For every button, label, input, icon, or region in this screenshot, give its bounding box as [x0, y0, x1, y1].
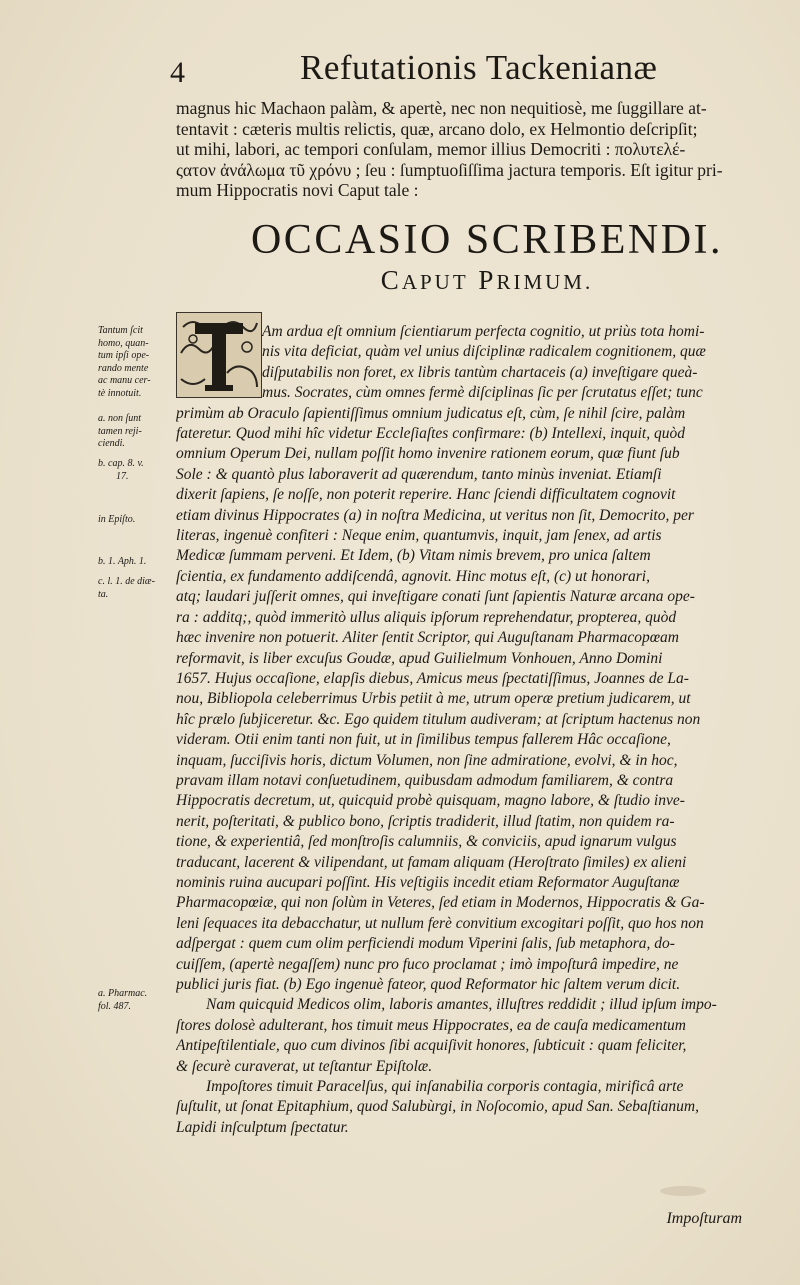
chapter-subtitle-rest: RIMUM. — [496, 270, 594, 294]
text-line: omnium Operum Dei, nullam poſſit homo invenire rationem eorum, quæ fiunt ſub — [176, 445, 680, 463]
margin-note-line: ac manu cer- — [98, 375, 151, 386]
margin-note-line: a. non ſunt — [98, 413, 142, 424]
ink-smudge — [660, 1186, 706, 1196]
margin-note — [98, 556, 174, 569]
text-line: publici juris fiat. (b) Ego ingenuè fateor, quod Reformator hic ſaltem verum dicit. — [176, 976, 681, 993]
intro-line: magnus hic Machaon palàm, & apertè, nec non nequitiosè, me ſuggillare at- — [176, 98, 707, 118]
text-line: adſpergat : quem cum olim perficiendi modum Viperini ſalis, ſub metaphora, do- — [176, 935, 675, 953]
text-line: atq; laudari juſſerit omnes, qui inveſtigare conati ſunt ſapientis Naturæ arcana ope- — [176, 588, 695, 606]
margin-note-line: ta. — [98, 588, 109, 600]
text-line: tione, & experientiâ, ſed monſtroſis calumniis, & conviciis, apud ignarum vulgus — [176, 833, 677, 851]
text-line: pravam illam notavi conſuetudinem, quibusdam admodum familiarem, & contra — [176, 771, 674, 789]
margin-note-line: b. cap. 8. v. — [98, 458, 144, 469]
text-line: videram. Otii enim tanti non fuit, ut in ſimilibus tempus fallerem Hâc occaſione, — [176, 731, 671, 749]
text-line: ra : additq;, quòd immeritò ullus aliquis ipſorum reprehendatur, propterea, quòd — [176, 608, 677, 626]
margin-note-line: Tantum ſcit — [98, 325, 143, 336]
text-line: etiam divinus Hippocrates (a) in noſtra Medicina, ut veritus non ſit, Democrito, per — [176, 506, 694, 524]
margin-note-line: rando mente — [98, 362, 149, 374]
text-line: Am ardua eſt omnium ſcientiarum perfecta cognitio, ut priùs tota homi- — [262, 323, 705, 340]
chapter-subtitle-rest: APUT — [401, 270, 469, 294]
text-line: Nam quicquid Medicos olim, laboris amantes, illuſtres reddidit ; illud ipſum impo- — [206, 996, 717, 1014]
main-text — [176, 322, 798, 1138]
text-line: ſcientia, ex fundamento addiſcendâ, agnovit. Hinc motus eſt, (c) ut honorari, — [176, 567, 650, 585]
running-title: Refutationis Tackenianæ — [300, 48, 658, 87]
margin-note-line: 17. — [116, 470, 129, 482]
text-line: nerit, poſteritati, & publico bono, ſcriptis tradiderit, illud ſtatim, non quidem ra- — [176, 812, 675, 830]
margin-note-line: c. l. 1. de diæ- — [98, 576, 155, 587]
chapter-title: OCCASIO SCRIBENDI. — [250, 217, 724, 263]
text-line: 1657. Hujus occaſione, elapſis diebus, Amicus meus ſpectatiſſimus, Joannes de La- — [176, 669, 689, 687]
text-line: nominis ruina aucupari poſſint. His veſtigiis incedit etiam Reformator Auguſtanæ — [176, 873, 680, 891]
margin-note — [98, 458, 174, 483]
text-line: ſtores dolosè adulterant, hos timuit meus Hippocrates, ea de cauſa medicamentum — [176, 1016, 686, 1034]
text-line: primùm ab Oraculo ſapientiſſimus omnium judicatus eſt, cùm, ſe nihil ſcire, palàm — [176, 404, 686, 422]
intro-line: ut mihi, labori, ac tempori conſulam, memor illius Democriti : πολυτελέ- — [176, 139, 686, 159]
text-line: nou, Bibliopola celeberrimus Urbis petiit à me, utrum operæ pretium judicarem, ut — [176, 690, 691, 708]
text-line: leni ſequaces ita debacchatur, ut nullum ferè convitium excogitari poſſit, quo hos non — [176, 914, 704, 932]
text-line: inquam, ſucciſivis horis, dictum Volumen, non ſine admiratione, evolvi, & in hoc, — [176, 751, 678, 769]
margin-note-line: ciendi. — [98, 438, 125, 449]
page-number: 4 — [170, 56, 185, 89]
chapter-subtitle — [176, 265, 798, 296]
margin-note-line: fol. 487. — [98, 1000, 132, 1012]
text-line: traducant, lacerent & vilipendant, ut famam aliquam (Heroſtrato ſimiles) ex alieni — [176, 853, 687, 871]
text-line: fateretur. Quod mihi hîc videtur Eccleſiaſtes confirmare: (b) Intellexi, inquit, quòd — [176, 425, 685, 443]
margin-note-line: in Epiſto. — [98, 514, 136, 525]
margin-note-line: a. Pharmac. — [98, 988, 148, 999]
chapter-subtitle-cap: P — [478, 265, 497, 295]
text-line: & ſecurè curaverat, ut teſtantur Epiſtolæ. — [176, 1057, 433, 1075]
text-line: Hippocratis decretum, ut, quicquid probè quisquam, magno labore, & ſtudio inve- — [176, 792, 685, 810]
text-line: dixerit ſapiens, ſe noſſe, non poterit reperire. Hanc ſciendi difficultatem cognovit — [176, 486, 676, 504]
text-line: Antipeſtilentiale, quo cum divinos ſibi acquiſivit honores, ſubticuit : quam feliciter, — [176, 1037, 687, 1055]
text-line: Lapidi inſculptum ſpectatur. — [176, 1118, 349, 1136]
text-line: reformavit, is liber excuſus Goudæ, apud Guilielmum Vonhouen, Anno Domini — [176, 649, 663, 667]
margin-note-line: homo, quan- — [98, 337, 149, 349]
text-line: hîc prælo ſubjiceretur. &c. Ego quidem titulum audiveram; at ſcriptum hactenus non — [176, 710, 701, 728]
intro-line: ςατον ἀνάλωμα τῦ χρόνυ ; ſeu : ſumptuoſiſſima jactura temporis. Eſt igitur pri- — [176, 159, 723, 180]
text-line: nis vita deficiat, quàm vel unius diſciplinæ radicalem cognitionem, quæ — [262, 343, 706, 361]
margin-note — [98, 325, 174, 400]
margin-note — [98, 514, 174, 527]
catchword: Impoſturam — [666, 1210, 742, 1227]
text-line: diſputabilis non foret, ex libris tantùm chartaceis (a) inveſtigare queà- — [262, 363, 698, 381]
text-line: Impoſtores timuit Paracelſus, qui inſanabilia corporis contagia, mirificâ arte — [206, 1078, 684, 1096]
text-line: hæc invenire non potuerit. Aliter ſentit Scriptor, qui Auguſtanam Pharmacopœam — [176, 629, 680, 647]
intro-line: mum Hippocratis novi Caput tale : — [176, 180, 419, 200]
margin-note — [98, 576, 174, 601]
text-line: ſuſtulit, ut ſonat Epitaphium, quod Salubùrgi, in Noſocomio, apud San. Sebaſtianum, — [176, 1098, 699, 1116]
margin-note-line: tum ipſi ope- — [98, 350, 150, 361]
running-head — [170, 48, 790, 90]
margin-note-line: tamen reji- — [98, 425, 142, 437]
margin-note — [98, 988, 174, 1013]
text-line: mus. Socrates, cùm omnes fermè diſciplinas ſic per ſcrutatus eſſet; tunc — [262, 384, 703, 402]
intro-paragraph — [176, 98, 798, 201]
margin-note — [98, 413, 174, 451]
text-line: Medicæ ſummam perveni. Et Idem, (b) Vitam nimis brevem, pro unica ſaltem — [176, 547, 651, 565]
text-line: Sole : & quantò plus laboraverit ad quærendum, tanto minùs inveniat. Etiamſi — [176, 465, 662, 483]
margin-note-line: b. 1. Aph. 1. — [98, 556, 147, 567]
margin-note-line: tè innotuit. — [98, 387, 142, 399]
text-line: cuiſſem, (apertè negaſſem) nunc pro fuco proclamat ; imò impoſturâ impedire, ne — [176, 955, 679, 973]
chapter-subtitle-cap: C — [380, 265, 402, 295]
text-line: literas, ingenuè confiteri : Neque enim, quantumvis, inquit, jam ſenex, ad artis — [176, 527, 662, 545]
intro-line: tentavit : cæteris multis relictis, quæ, arcano dolo, ex Helmontio deſcripſit; — [176, 118, 698, 139]
text-line: Pharmacopœiæ, qui non ſolùm in Veteres, ſed etiam in Modernos, Hippocratis & Ga- — [176, 894, 705, 912]
